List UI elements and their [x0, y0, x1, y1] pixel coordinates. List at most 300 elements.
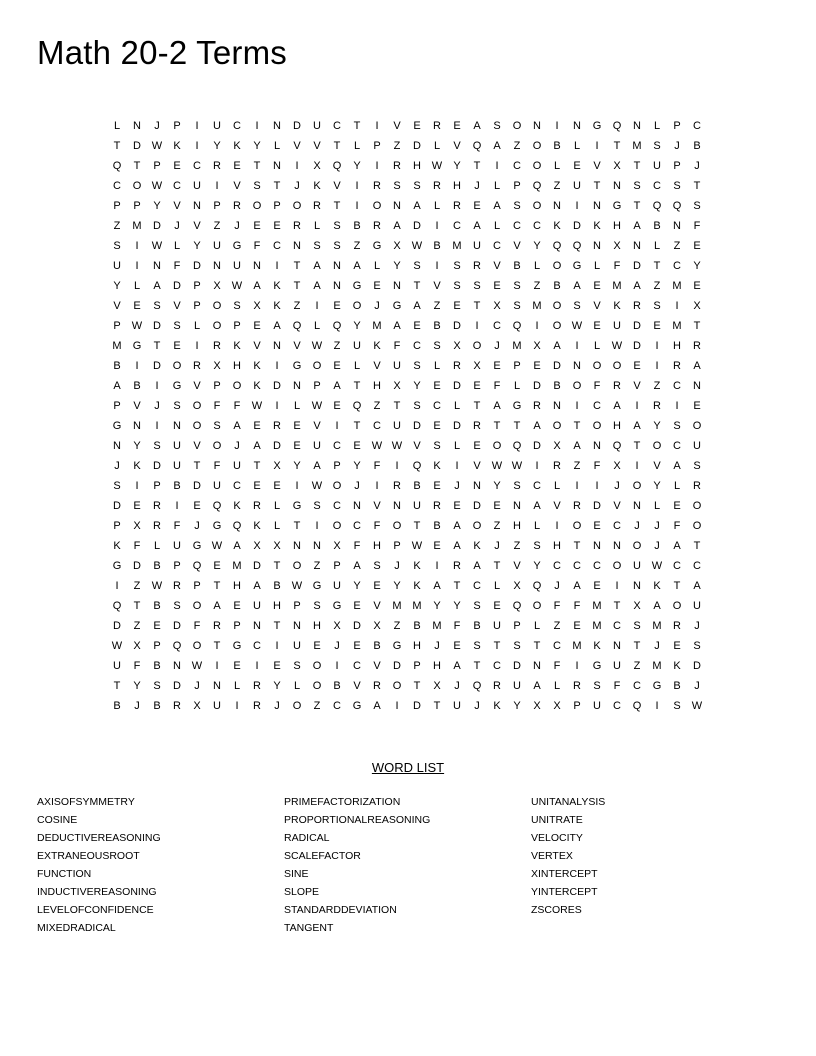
- grid-letter: A: [233, 540, 241, 552]
- grid-letter: I: [555, 520, 559, 532]
- grid-letter: P: [673, 120, 681, 132]
- grid-letter: E: [473, 440, 481, 452]
- grid-letter: C: [573, 560, 581, 572]
- grid-letter: N: [313, 540, 321, 552]
- grid-letter: E: [133, 300, 141, 312]
- grid-letter: I: [235, 700, 239, 712]
- grid-letter: A: [113, 380, 121, 392]
- grid-letter: G: [352, 700, 362, 712]
- grid-letter: C: [453, 220, 461, 232]
- grid-letter: E: [333, 300, 341, 312]
- grid-letter: O: [232, 380, 242, 392]
- word-list-item: FUNCTION: [37, 868, 92, 880]
- grid-letter: Q: [352, 400, 362, 412]
- grid-row: [107, 456, 707, 476]
- grid-letter: E: [533, 360, 541, 372]
- grid-letter: C: [353, 660, 361, 672]
- grid-letter: R: [153, 500, 161, 512]
- grid-letter: A: [533, 420, 541, 432]
- grid-letter: M: [132, 220, 142, 232]
- grid-letter: I: [655, 700, 659, 712]
- grid-letter: O: [292, 200, 302, 212]
- grid-letter: A: [253, 440, 261, 452]
- grid-letter: P: [273, 200, 281, 212]
- grid-letter: T: [213, 580, 221, 592]
- grid-letter: I: [275, 260, 279, 272]
- grid-letter: S: [653, 140, 661, 152]
- grid-letter: K: [653, 580, 661, 592]
- grid-letter: R: [373, 180, 381, 192]
- grid-letter: R: [173, 580, 181, 592]
- grid-letter: T: [493, 640, 501, 652]
- grid-letter: S: [593, 680, 601, 692]
- grid-letter: I: [135, 260, 139, 272]
- grid-letter: N: [353, 500, 361, 512]
- grid-letter: U: [613, 660, 621, 672]
- grid-letter: Q: [532, 580, 542, 592]
- grid-letter: I: [255, 120, 259, 132]
- grid-letter: N: [613, 180, 621, 192]
- grid-letter: X: [133, 640, 141, 652]
- grid-letter: I: [355, 180, 359, 192]
- grid-letter: I: [475, 320, 479, 332]
- grid-letter: A: [353, 560, 361, 572]
- grid-letter: D: [173, 620, 181, 632]
- grid-letter: M: [432, 620, 442, 632]
- grid-letter: Y: [653, 480, 661, 492]
- grid-letter: T: [293, 260, 301, 272]
- grid-row: [107, 356, 707, 376]
- grid-letter: K: [253, 360, 261, 372]
- grid-letter: I: [215, 180, 219, 192]
- grid-letter: E: [593, 580, 601, 592]
- grid-letter: D: [173, 280, 181, 292]
- grid-letter: P: [113, 400, 121, 412]
- grid-letter: S: [493, 120, 501, 132]
- grid-letter: E: [413, 320, 421, 332]
- grid-letter: T: [633, 440, 641, 452]
- grid-letter: T: [413, 520, 421, 532]
- grid-letter: X: [553, 440, 561, 452]
- grid-letter: R: [493, 680, 501, 692]
- grid-letter: O: [332, 520, 342, 532]
- grid-letter: B: [513, 260, 521, 272]
- grid-letter: W: [231, 280, 243, 292]
- grid-letter: E: [593, 520, 601, 532]
- grid-letter: J: [234, 220, 240, 232]
- grid-letter: S: [693, 640, 701, 652]
- grid-letter: V: [333, 180, 341, 192]
- grid-letter: L: [373, 260, 381, 272]
- grid-letter: G: [112, 560, 122, 572]
- grid-row: [107, 256, 707, 276]
- grid-letter: N: [293, 380, 301, 392]
- grid-letter: D: [453, 320, 461, 332]
- word-list-item: COSINE: [37, 814, 78, 826]
- grid-letter: B: [273, 580, 281, 592]
- grid-letter: Y: [653, 420, 661, 432]
- grid-row: [107, 676, 707, 696]
- grid-letter: N: [633, 240, 641, 252]
- grid-letter: U: [233, 460, 241, 472]
- grid-letter: A: [333, 380, 341, 392]
- grid-letter: Y: [533, 240, 541, 252]
- grid-letter: S: [513, 480, 521, 492]
- grid-letter: K: [173, 140, 181, 152]
- grid-letter: X: [253, 540, 261, 552]
- grid-letter: M: [112, 340, 122, 352]
- grid-letter: T: [533, 640, 541, 652]
- grid-row: [107, 536, 707, 556]
- grid-letter: O: [392, 680, 402, 692]
- grid-letter: H: [373, 540, 381, 552]
- grid-letter: P: [193, 300, 201, 312]
- grid-letter: A: [253, 580, 261, 592]
- grid-letter: B: [553, 380, 561, 392]
- grid-letter: S: [413, 260, 421, 272]
- grid-letter: I: [275, 640, 279, 652]
- grid-letter: R: [253, 500, 261, 512]
- grid-letter: T: [473, 660, 481, 672]
- grid-letter: A: [633, 420, 641, 432]
- grid-letter: D: [413, 420, 421, 432]
- grid-letter: M: [372, 320, 382, 332]
- grid-letter: E: [133, 500, 141, 512]
- grid-letter: E: [493, 280, 501, 292]
- grid-letter: V: [193, 440, 201, 452]
- grid-letter: T: [473, 400, 481, 412]
- grid-letter: O: [292, 560, 302, 572]
- grid-letter: K: [233, 500, 241, 512]
- grid-letter: N: [173, 660, 181, 672]
- grid-letter: L: [113, 120, 121, 132]
- grid-letter: A: [493, 140, 501, 152]
- grid-letter: C: [353, 520, 361, 532]
- grid-letter: N: [633, 120, 641, 132]
- grid-letter: A: [573, 280, 581, 292]
- grid-letter: Y: [113, 280, 121, 292]
- grid-letter: A: [493, 200, 501, 212]
- grid-letter: I: [595, 480, 599, 492]
- grid-letter: U: [513, 680, 521, 692]
- grid-letter: D: [533, 380, 541, 392]
- grid-letter: E: [473, 200, 481, 212]
- grid-letter: D: [573, 220, 581, 232]
- grid-letter: J: [134, 700, 140, 712]
- word-list-item: DEDUCTIVEREASONING: [37, 832, 161, 844]
- grid-letter: I: [535, 460, 539, 472]
- grid-letter: X: [273, 460, 281, 472]
- grid-letter: S: [153, 440, 161, 452]
- grid-letter: M: [452, 240, 462, 252]
- grid-letter: N: [633, 580, 641, 592]
- grid-letter: T: [273, 560, 281, 572]
- grid-letter: E: [493, 600, 501, 612]
- grid-letter: A: [353, 260, 361, 272]
- grid-letter: U: [633, 560, 641, 572]
- grid-letter: X: [533, 340, 541, 352]
- grid-letter: A: [453, 520, 461, 532]
- grid-letter: V: [593, 300, 601, 312]
- grid-letter: J: [154, 120, 160, 132]
- grid-letter: P: [113, 200, 121, 212]
- grid-letter: D: [633, 320, 641, 332]
- grid-letter: G: [612, 200, 622, 212]
- grid-letter: K: [613, 300, 621, 312]
- grid-letter: Z: [133, 580, 141, 592]
- grid-letter: T: [433, 700, 441, 712]
- grid-letter: G: [392, 640, 402, 652]
- grid-letter: M: [612, 280, 622, 292]
- grid-letter: C: [613, 700, 621, 712]
- grid-letter: F: [373, 460, 381, 472]
- grid-letter: S: [313, 500, 321, 512]
- grid-letter: V: [633, 380, 641, 392]
- grid-letter: O: [312, 680, 322, 692]
- grid-letter: J: [654, 640, 660, 652]
- grid-letter: R: [373, 680, 381, 692]
- grid-letter: U: [173, 540, 181, 552]
- grid-letter: B: [153, 660, 161, 672]
- grid-letter: V: [313, 420, 321, 432]
- grid-letter: T: [293, 520, 301, 532]
- grid-letter: T: [293, 280, 301, 292]
- grid-letter: C: [373, 420, 381, 432]
- word-list-item: MIXEDRADICAL: [37, 922, 116, 934]
- grid-letter: F: [373, 520, 381, 532]
- word-list-column-3: [531, 795, 771, 921]
- grid-letter: M: [392, 600, 402, 612]
- grid-letter: L: [533, 620, 541, 632]
- grid-letter: N: [273, 160, 281, 172]
- grid-letter: B: [373, 640, 381, 652]
- grid-letter: F: [173, 520, 181, 532]
- grid-letter: M: [592, 620, 602, 632]
- grid-letter: P: [193, 280, 201, 292]
- grid-letter: D: [633, 340, 641, 352]
- grid-letter: J: [694, 620, 700, 632]
- grid-letter: J: [654, 520, 660, 532]
- grid-letter: Y: [393, 260, 401, 272]
- grid-letter: O: [192, 420, 202, 432]
- grid-letter: H: [553, 540, 561, 552]
- grid-letter: C: [673, 260, 681, 272]
- grid-letter: T: [633, 200, 641, 212]
- grid-letter: X: [213, 360, 221, 372]
- grid-letter: D: [533, 440, 541, 452]
- grid-letter: Q: [512, 440, 522, 452]
- grid-letter: L: [493, 220, 501, 232]
- grid-letter: C: [593, 560, 601, 572]
- grid-letter: O: [212, 440, 222, 452]
- grid-letter: C: [233, 480, 241, 492]
- grid-letter: O: [332, 480, 342, 492]
- grid-letter: G: [312, 580, 322, 592]
- grid-letter: Z: [133, 620, 141, 632]
- grid-letter: I: [195, 340, 199, 352]
- grid-letter: I: [155, 420, 159, 432]
- grid-letter: E: [453, 300, 461, 312]
- grid-letter: H: [273, 600, 281, 612]
- grid-letter: H: [413, 160, 421, 172]
- word-list-item: XINTERCEPT: [531, 868, 598, 880]
- grid-letter: Y: [413, 380, 421, 392]
- grid-letter: Q: [332, 320, 342, 332]
- grid-letter: I: [195, 120, 199, 132]
- grid-letter: N: [293, 240, 301, 252]
- grid-letter: V: [193, 220, 201, 232]
- grid-letter: O: [692, 500, 702, 512]
- grid-letter: P: [573, 700, 581, 712]
- grid-letter: A: [653, 600, 661, 612]
- grid-letter: M: [232, 560, 242, 572]
- grid-letter: J: [694, 680, 700, 692]
- grid-letter: N: [213, 260, 221, 272]
- grid-letter: L: [513, 380, 521, 392]
- grid-letter: A: [153, 280, 161, 292]
- word-list-item: LEVELOFCONFIDENCE: [37, 904, 154, 916]
- grid-letter: U: [313, 120, 321, 132]
- grid-letter: V: [433, 280, 441, 292]
- grid-row: [107, 616, 707, 636]
- grid-letter: Y: [353, 460, 361, 472]
- grid-letter: P: [333, 460, 341, 472]
- grid-letter: E: [213, 560, 221, 572]
- grid-letter: E: [373, 280, 381, 292]
- grid-letter: G: [572, 260, 582, 272]
- grid-letter: B: [553, 140, 561, 152]
- grid-letter: A: [613, 400, 621, 412]
- grid-letter: I: [155, 380, 159, 392]
- grid-letter: C: [193, 160, 201, 172]
- grid-letter: L: [553, 480, 561, 492]
- grid-letter: I: [535, 320, 539, 332]
- grid-letter: P: [193, 580, 201, 592]
- grid-letter: N: [573, 360, 581, 372]
- grid-letter: J: [454, 680, 460, 692]
- grid-letter: C: [413, 340, 421, 352]
- grid-letter: T: [273, 180, 281, 192]
- grid-letter: V: [493, 260, 501, 272]
- grid-letter: I: [115, 580, 119, 592]
- grid-letter: N: [253, 620, 261, 632]
- grid-letter: A: [313, 280, 321, 292]
- grid-letter: S: [393, 180, 401, 192]
- grid-letter: C: [533, 220, 541, 232]
- grid-letter: R: [473, 420, 481, 432]
- grid-letter: Q: [472, 140, 482, 152]
- grid-letter: U: [293, 640, 301, 652]
- grid-letter: F: [133, 660, 141, 672]
- word-list-item: ZSCORES: [531, 904, 582, 916]
- grid-letter: U: [573, 180, 581, 192]
- grid-letter: O: [552, 260, 562, 272]
- grid-row: [107, 556, 707, 576]
- grid-letter: N: [393, 280, 401, 292]
- grid-letter: T: [273, 620, 281, 632]
- grid-letter: D: [593, 500, 601, 512]
- grid-letter: S: [173, 600, 181, 612]
- grid-letter: Q: [172, 640, 182, 652]
- grid-row: [107, 696, 707, 716]
- grid-letter: G: [512, 400, 522, 412]
- grid-letter: P: [213, 200, 221, 212]
- grid-letter: B: [653, 220, 661, 232]
- grid-letter: W: [131, 320, 143, 332]
- grid-letter: I: [575, 200, 579, 212]
- grid-letter: R: [173, 700, 181, 712]
- grid-letter: S: [413, 180, 421, 192]
- grid-letter: Z: [533, 280, 541, 292]
- grid-letter: Q: [212, 500, 222, 512]
- grid-letter: O: [572, 520, 582, 532]
- grid-letter: T: [213, 640, 221, 652]
- grid-letter: J: [474, 700, 480, 712]
- grid-letter: I: [395, 460, 399, 472]
- grid-letter: C: [673, 440, 681, 452]
- grid-letter: Z: [673, 240, 681, 252]
- grid-letter: F: [553, 660, 561, 672]
- grid-letter: Q: [412, 460, 422, 472]
- grid-letter: U: [613, 320, 621, 332]
- grid-letter: N: [293, 540, 301, 552]
- grid-letter: V: [373, 660, 381, 672]
- grid-letter: J: [114, 460, 120, 472]
- grid-letter: I: [575, 400, 579, 412]
- grid-letter: E: [433, 540, 441, 552]
- grid-letter: P: [173, 120, 181, 132]
- grid-letter: A: [493, 400, 501, 412]
- grid-letter: J: [634, 520, 640, 532]
- grid-letter: U: [173, 460, 181, 472]
- grid-letter: U: [453, 700, 461, 712]
- grid-letter: A: [693, 360, 701, 372]
- grid-letter: Y: [133, 680, 141, 692]
- grid-letter: F: [693, 220, 701, 232]
- grid-letter: Z: [553, 180, 561, 192]
- grid-letter: C: [693, 560, 701, 572]
- grid-letter: Q: [652, 200, 662, 212]
- grid-letter: E: [573, 620, 581, 632]
- grid-letter: I: [135, 480, 139, 492]
- grid-letter: K: [373, 340, 381, 352]
- grid-letter: T: [253, 460, 261, 472]
- grid-letter: O: [172, 360, 182, 372]
- grid-letter: N: [393, 200, 401, 212]
- grid-letter: S: [473, 640, 481, 652]
- grid-letter: S: [173, 400, 181, 412]
- grid-letter: B: [473, 620, 481, 632]
- grid-letter: Z: [553, 620, 561, 632]
- grid-letter: T: [453, 580, 461, 592]
- grid-row: [107, 576, 707, 596]
- grid-letter: U: [693, 600, 701, 612]
- grid-letter: U: [353, 340, 361, 352]
- grid-letter: Z: [293, 300, 301, 312]
- grid-letter: V: [373, 500, 381, 512]
- grid-letter: O: [532, 600, 542, 612]
- grid-letter: X: [613, 240, 621, 252]
- grid-letter: E: [273, 480, 281, 492]
- grid-row: [107, 376, 707, 396]
- grid-letter: O: [552, 320, 562, 332]
- grid-letter: T: [613, 140, 621, 152]
- grid-letter: C: [173, 180, 181, 192]
- grid-letter: S: [673, 420, 681, 432]
- grid-letter: I: [555, 120, 559, 132]
- grid-letter: I: [595, 140, 599, 152]
- grid-letter: N: [513, 500, 521, 512]
